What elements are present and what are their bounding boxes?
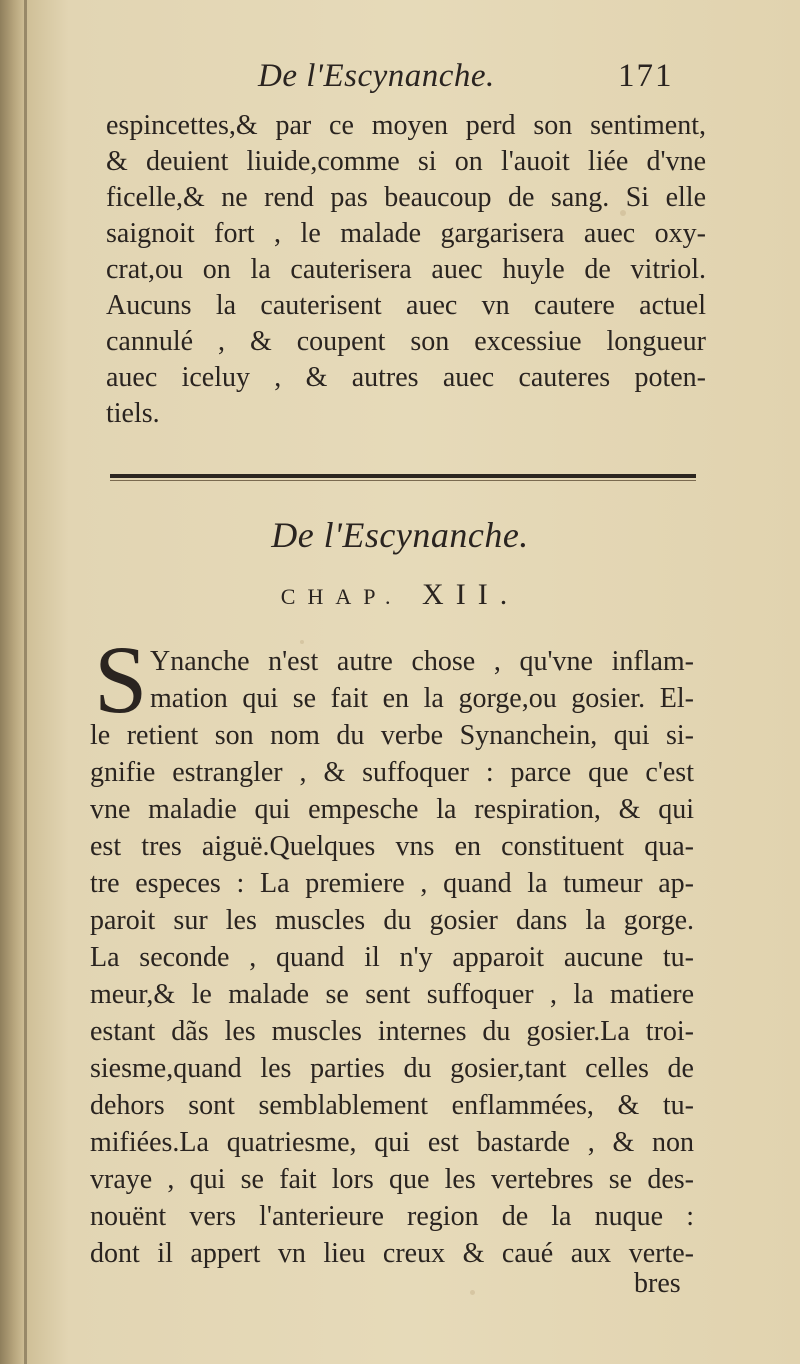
text-line: La seconde , quand il n'y apparoit aucune tu- bbox=[90, 942, 694, 973]
text-line: dont il appert vn lieu creux & caué aux verte- bbox=[90, 1238, 694, 1269]
section-rule-thin bbox=[110, 480, 696, 481]
section-title: De l'Escynanche. bbox=[271, 515, 529, 555]
text-line: meur,& le malade se sent suffoquer , la matiere bbox=[90, 979, 694, 1010]
text-line: crat,ou on la cauterisera auec huyle de vitriol. bbox=[106, 254, 706, 285]
binding-gutter bbox=[0, 0, 24, 1364]
text-line: Aucuns la cauterisent auec vn cautere actuel bbox=[106, 290, 706, 321]
text-line: vraye , qui se fait lors que les vertebres se des- bbox=[90, 1164, 694, 1195]
text-line: paroit sur les muscles du gosier dans la gorge. bbox=[90, 905, 694, 936]
chapter-prefix: CHAP. bbox=[280, 584, 403, 609]
text-line: saignoit fort , le malade gargarisera auec oxy- bbox=[106, 218, 706, 249]
text-line: & deuient liuide,comme si on l'auoit liée d'vne bbox=[106, 146, 706, 177]
text-line: auec iceluy , & autres auec cauteres poten- bbox=[106, 362, 706, 393]
text-line: vne maladie qui empesche la respiration, & qui bbox=[90, 794, 694, 825]
running-head-title: De l'Escynanche. bbox=[258, 58, 495, 94]
paper-stain bbox=[470, 1290, 475, 1295]
page-number: 171 bbox=[618, 58, 674, 94]
text-line: estant dãs les muscles internes du gosier.La troi- bbox=[90, 1016, 694, 1047]
catchword: bres bbox=[634, 1268, 681, 1299]
text-line: dehors sont semblablement enflammées, & tu- bbox=[90, 1090, 694, 1121]
text-line: mation qui se fait en la gorge,ou gosier. El- bbox=[150, 683, 694, 714]
running-head bbox=[0, 58, 800, 98]
text-line: espincettes,& par ce moyen perd son sentiment, bbox=[106, 110, 706, 141]
paper-stain bbox=[620, 210, 626, 216]
paper-stain bbox=[300, 640, 304, 644]
text-line: cannulé , & coupent son excessiue longueur bbox=[106, 326, 706, 357]
chapter-heading bbox=[0, 578, 800, 612]
text-line: est tres aiguë.Quelques vns en constituent qua- bbox=[90, 831, 694, 862]
text-line: le retient son nom du verbe Synanchein, qui si- bbox=[90, 720, 694, 751]
text-line: tre especes : La premiere , quand la tumeur ap- bbox=[90, 868, 694, 899]
text-line: Ynanche n'est autre chose , qu'vne inflam- bbox=[150, 646, 694, 677]
text-line: gnifie estrangler , & suffoquer : parce que c'est bbox=[90, 757, 694, 788]
text-line: ficelle,& ne rend pas beaucoup de sang. Si elle bbox=[106, 182, 706, 213]
chapter-number: XII. bbox=[422, 578, 520, 611]
section-rule bbox=[110, 474, 696, 478]
text-line: nouënt vers l'anterieure region de la nuque : bbox=[90, 1201, 694, 1232]
drop-initial: S bbox=[94, 626, 148, 733]
text-line: mifiées.La quatriesme, qui est bastarde , & non bbox=[90, 1127, 694, 1158]
page-edge bbox=[24, 0, 27, 1364]
text-line: tiels. bbox=[106, 398, 160, 429]
text-line: siesme,quand les parties du gosier,tant celles de bbox=[90, 1053, 694, 1084]
